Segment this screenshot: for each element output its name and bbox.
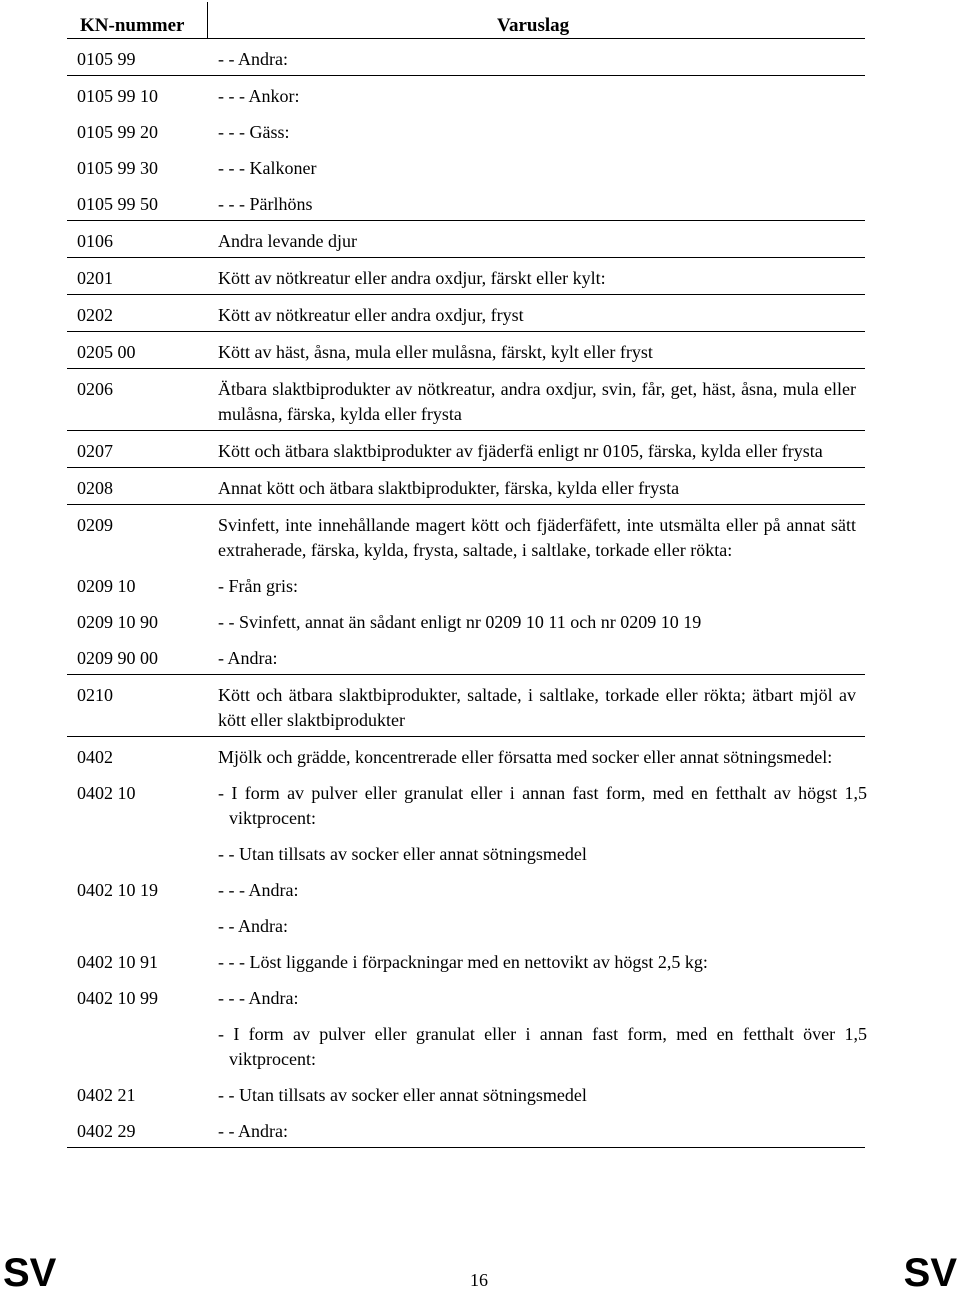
row-code: 0105 99 50	[77, 194, 158, 214]
row-code: 0205 00	[77, 342, 136, 362]
table-row	[67, 566, 865, 602]
row-description: - - - Gäss:	[218, 122, 290, 142]
table-row	[67, 602, 865, 638]
row-description: - - Andra:	[218, 916, 288, 936]
row-description: Andra levande djur	[218, 231, 357, 251]
row-description: - - Utan tillsats av socker eller annat sötningsmedel	[218, 844, 587, 864]
row-code: 0209 90 00	[77, 648, 158, 668]
row-code: 0402 10 99	[77, 988, 158, 1008]
row-description: Kött av nötkreatur eller andra oxdjur, fryst	[218, 305, 524, 325]
table-row	[67, 942, 865, 978]
table-row	[67, 468, 865, 505]
row-description: Kött och ätbara slaktbiprodukter, saltade, i saltlake, torkade eller rökta; ätbart mjöl av kött eller slaktbiprodukter	[218, 685, 856, 730]
row-code: 0206	[77, 379, 113, 399]
table-row	[67, 184, 865, 221]
row-code: 0402	[77, 747, 113, 767]
row-code: 0402 29	[77, 1121, 136, 1141]
row-description: - - - Andra:	[218, 880, 299, 900]
row-description: - Från gris:	[218, 576, 298, 596]
table-body	[67, 39, 865, 1148]
row-code: 0106	[77, 231, 113, 251]
tariff-table	[67, 2, 865, 1148]
row-description: - - - Ankor:	[218, 86, 300, 106]
row-description: - - - Andra:	[218, 988, 299, 1008]
row-description: Ätbara slaktbiprodukter av nötkreatur, andra oxdjur, svin, får, get, häst, åsna, mula eller mulåsna, färska, kylda eller frysta	[218, 379, 856, 424]
table-row	[67, 675, 865, 737]
row-description: - I form av pulver eller granulat eller i annan fast form, med en fetthalt av högst 1,5 viktprocent:	[218, 783, 867, 828]
table-row	[67, 332, 865, 369]
row-description: Kött och ätbara slaktbiprodukter av fjäderfä enligt nr 0105, färska, kylda eller frysta	[218, 441, 823, 461]
row-description: - - - Löst liggande i förpackningar med en nettovikt av högst 2,5 kg:	[218, 952, 708, 972]
row-code: 0402 21	[77, 1085, 136, 1105]
row-code: 0201	[77, 268, 113, 288]
table-row	[67, 737, 865, 773]
row-description: - - - Pärlhöns	[218, 194, 313, 214]
row-description: - - Utan tillsats av socker eller annat sötningsmedel	[218, 1085, 587, 1105]
row-description: Kött av nötkreatur eller andra oxdjur, färskt eller kylt:	[218, 268, 606, 288]
row-description: - - Andra:	[218, 1121, 288, 1141]
row-description: - - - Kalkoner	[218, 158, 317, 178]
row-description: Kött av häst, åsna, mula eller mulåsna, färskt, kylt eller fryst	[218, 342, 653, 362]
row-code: 0105 99	[77, 49, 136, 69]
row-code: 0402 10	[77, 783, 136, 803]
row-code: 0105 99 20	[77, 122, 158, 142]
footer-language-right: SV	[903, 1251, 957, 1295]
row-code: 0210	[77, 685, 113, 705]
table-row	[67, 638, 865, 675]
row-description: - I form av pulver eller granulat eller i annan fast form, med en fetthalt över 1,5 viktprocent:	[218, 1024, 867, 1069]
table-row	[67, 112, 865, 148]
table-row	[67, 978, 865, 1014]
table-row	[67, 221, 865, 258]
table-row	[67, 431, 865, 468]
table-row	[67, 39, 865, 76]
row-description: - - Svinfett, annat än sådant enligt nr 0209 10 11 och nr 0209 10 19	[218, 612, 702, 632]
table-row	[67, 1014, 865, 1075]
header-code-label: KN-nummer	[80, 15, 185, 36]
row-code: 0207	[77, 441, 113, 461]
table-row	[67, 505, 865, 566]
row-code: 0209	[77, 515, 113, 535]
row-code: 0209 10 90	[77, 612, 158, 632]
table-row	[67, 369, 865, 431]
row-code: 0209 10	[77, 576, 136, 596]
row-description: - - Andra:	[218, 49, 288, 69]
table-row	[67, 258, 865, 295]
row-code: 0202	[77, 305, 113, 325]
row-code: 0402 10 91	[77, 952, 158, 972]
table-row	[67, 76, 865, 112]
table-row	[67, 906, 865, 942]
row-description: Annat kött och ätbara slaktbiprodukter, färska, kylda eller frysta	[218, 478, 680, 498]
table-row	[67, 1075, 865, 1111]
row-code: 0402 10 19	[77, 880, 158, 900]
header-divider	[207, 2, 208, 38]
table-row	[67, 295, 865, 332]
row-code: 0208	[77, 478, 113, 498]
row-code: 0105 99 10	[77, 86, 158, 106]
table-row	[67, 148, 865, 184]
table-row	[67, 870, 865, 906]
table-row	[67, 1111, 865, 1148]
row-description: Svinfett, inte innehållande magert kött och fjäderfäfett, inte utsmälta eller på annat sätt extraherade, färska, kylda, frysta, saltade, i saltlake, torkade eller rökta:	[218, 515, 856, 560]
page-number: 16	[470, 1270, 488, 1290]
header-description-label: Varuslag	[497, 15, 570, 36]
row-description: - Andra:	[218, 648, 278, 668]
footer-language-left: SV	[3, 1251, 57, 1295]
table-row	[67, 834, 865, 870]
row-code: 0105 99 30	[77, 158, 158, 178]
table-header	[67, 2, 865, 39]
table-row	[67, 773, 865, 834]
row-description: Mjölk och grädde, koncentrerade eller försatta med socker eller annat sötningsmedel:	[218, 747, 833, 767]
